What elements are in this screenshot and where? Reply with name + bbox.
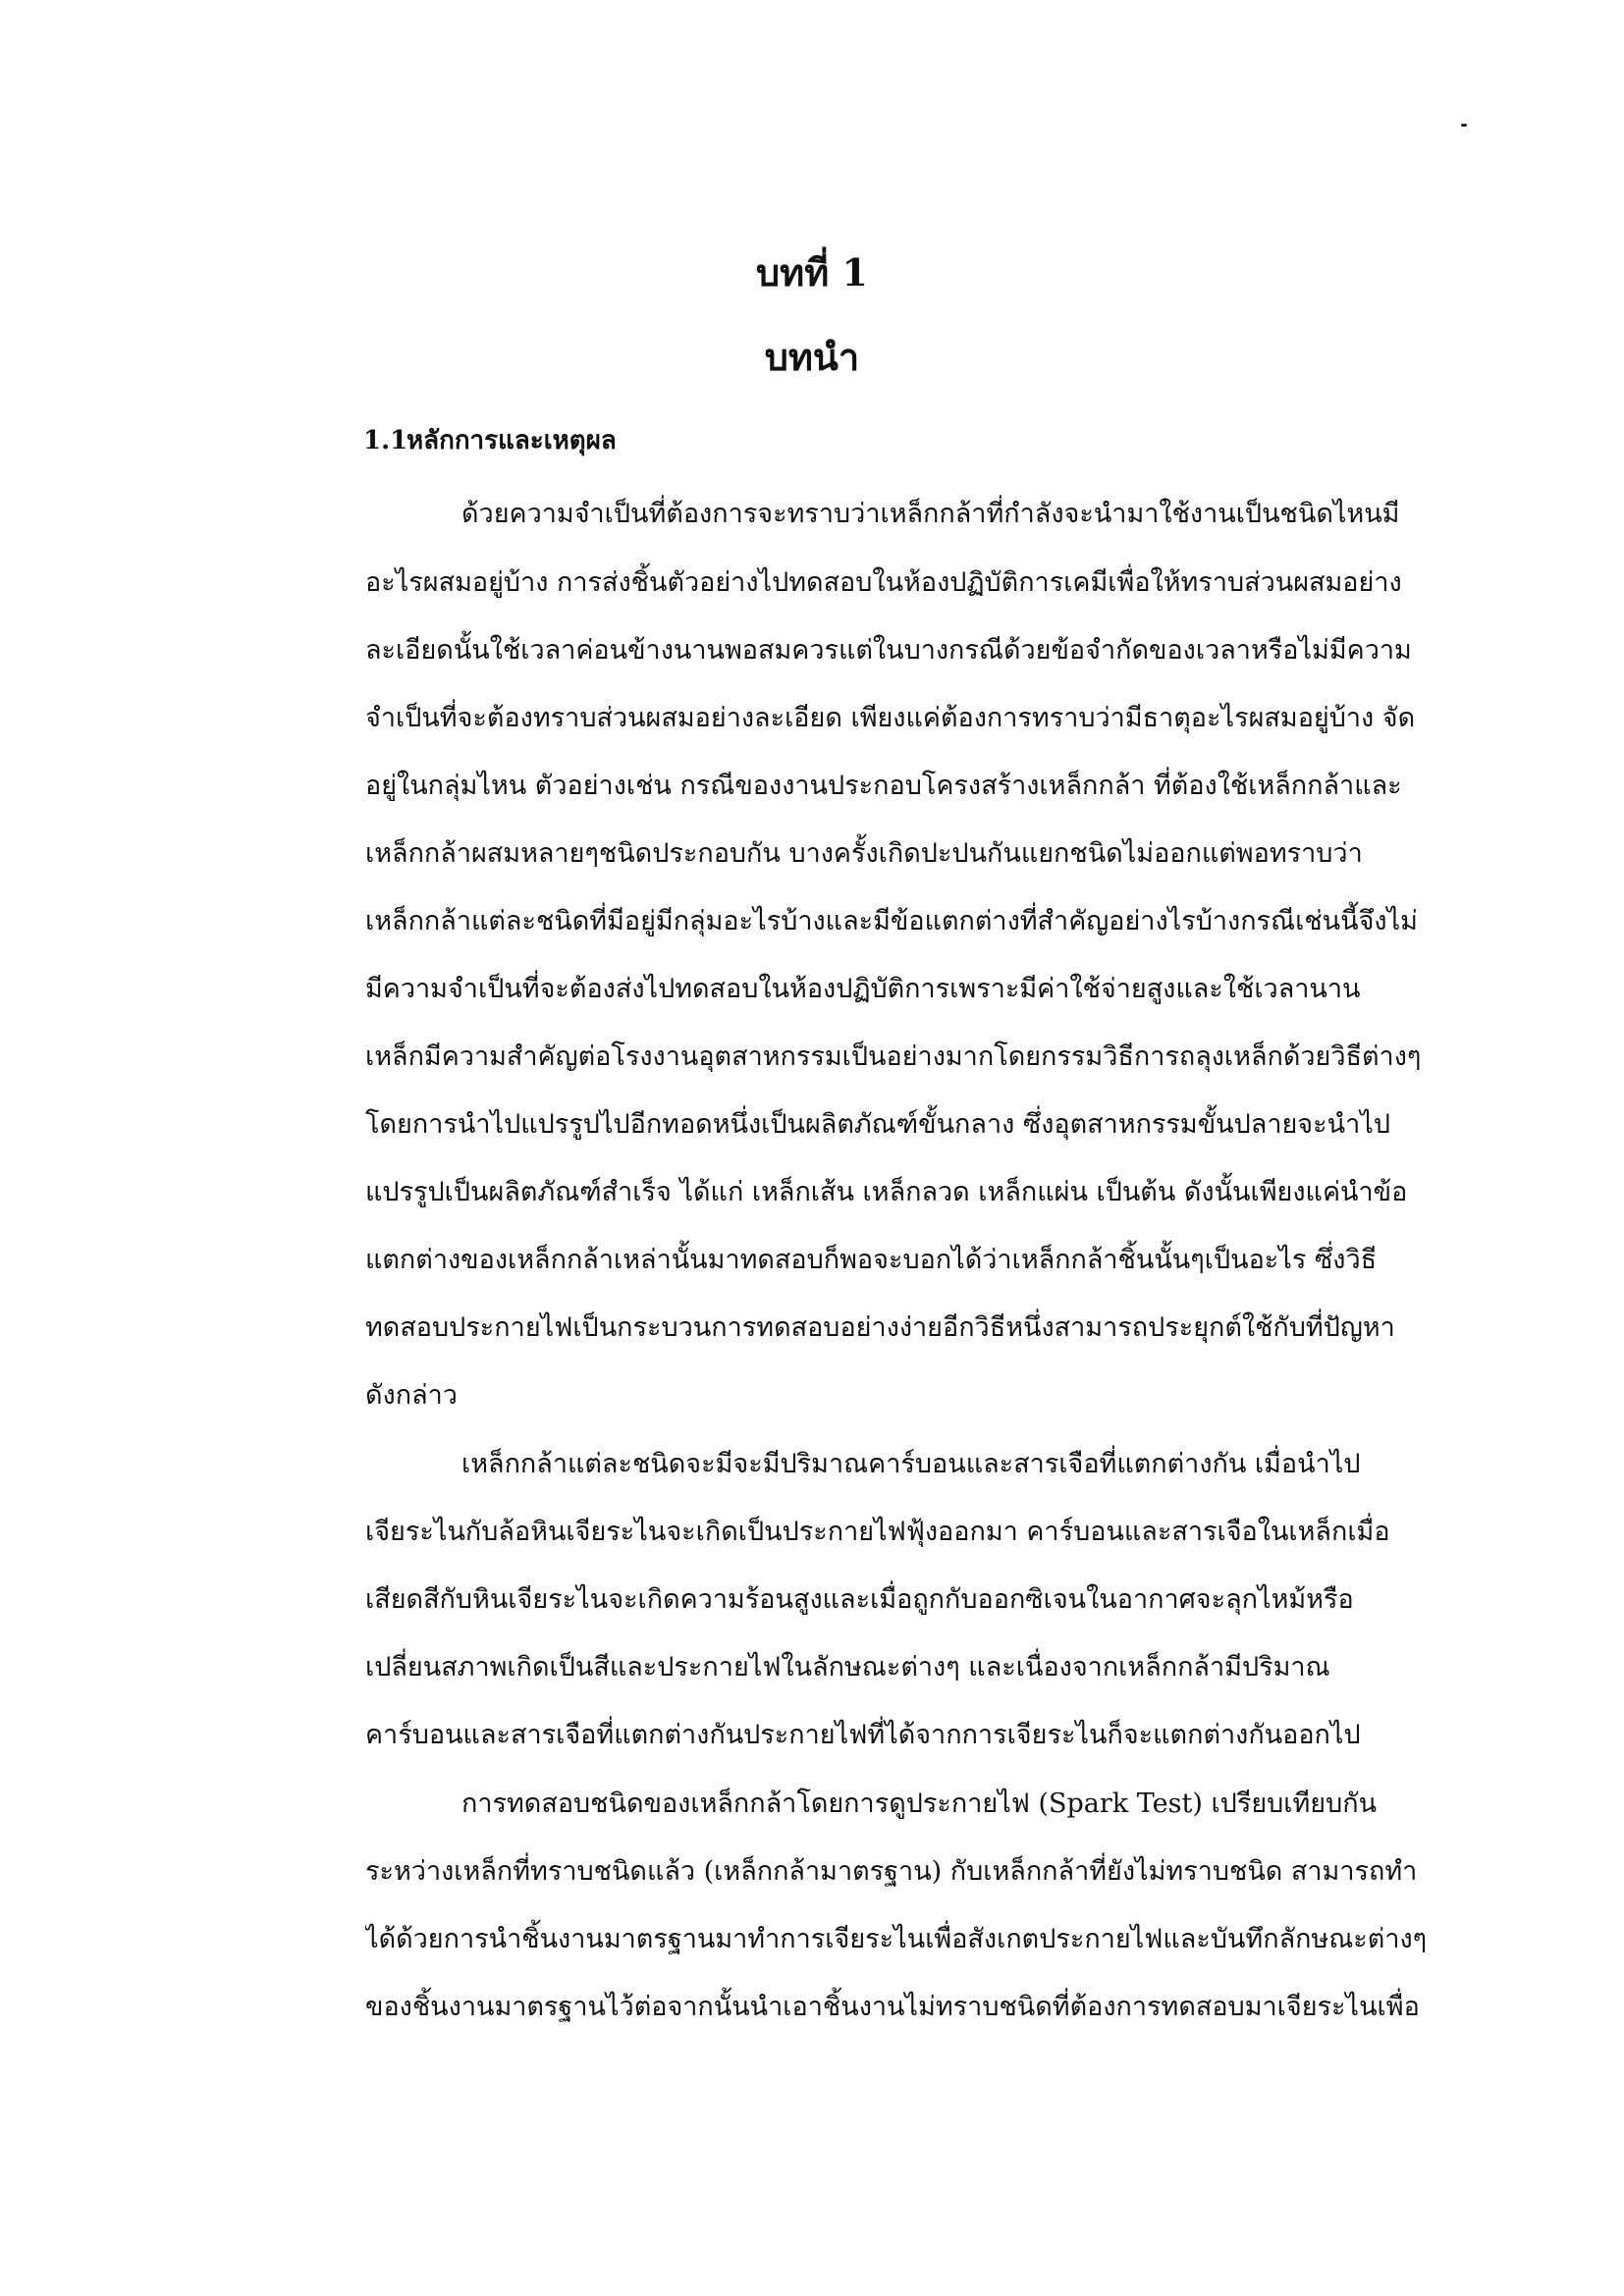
paragraph-line: มีความจำเป็นที่จะต้องส่งไปทดสอบในห้องปฏิบัติการเพราะมีค่าใช้จ่ายสูงและใช้เวลานาน xyxy=(365,974,1361,1004)
paragraph-line: ด้วยความจำเป็นที่ต้องการจะทราบว่าเหล็กกล้าที่กำลังจะนำมาใช้งานเป็นชนิดไหนมี xyxy=(461,499,1400,529)
paragraph-line: แปรรูปเป็นผลิตภัณฑ์สำเร็จ ได้แก่ เหล็กเส้น เหล็กลวด เหล็กแผ่น เป็นต้น ดังนั้นเพียงแค่นำข้อ xyxy=(365,1177,1408,1207)
paragraph-line: ระหว่างเหล็กที่ทราบชนิดแล้ว (เหล็กกล้ามาตรฐาน) กับเหล็กกล้าที่ยังไม่ทราบชนิด สามารถทำ xyxy=(365,1856,1418,1887)
paragraph-line: คาร์บอนและสารเจือที่แตกต่างกันประกายไฟที่ได้จากการเจียระไนก็จะแตกต่างกันออกไป xyxy=(365,1720,1361,1750)
section-number: 1.1 xyxy=(363,426,408,455)
paragraph-line: ดังกล่าว xyxy=(365,1380,458,1411)
paragraph-line: เหล็กมีความสำคัญต่อโรงงานอุตสาหกรรมเป็นอย่างมากโดยกรรมวิธีการถลุงเหล็กด้วยวิธีต่างๆ xyxy=(365,1041,1422,1072)
paragraph-line: ทดสอบประกายไฟเป็นกระบวนการทดสอบอย่างง่ายอีกวิธีหนึ่งสามารถประยุกต์ใช้กับที่ปัญหา xyxy=(365,1312,1395,1343)
paragraph-line: เสียดสีกับหินเจียระไนจะเกิดความร้อนสูงและเมื่อถูกกับออกซิเจนในอากาศจะลุกไหม้หรือ xyxy=(365,1584,1354,1615)
paragraph-line: โดยการนำไปแปรรูปไปอีกทอดหนึ่งเป็นผลิตภัณฑ์ขั้นกลาง ซึ่งอุตสาหกรรมขั้นปลายจะนำไป xyxy=(365,1109,1390,1140)
paragraph-line: เหล็กกล้าผสมหลายๆชนิดประกอบกัน บางครั้งเกิดปะปนกันแยกชนิดไม่ออกแต่พอทราบว่า xyxy=(365,838,1363,869)
chapter-title: บทนำ xyxy=(764,335,860,379)
paragraph-line: จำเป็นที่จะต้องทราบส่วนผสมอย่างละเอียด เพียงแค่ต้องการทราบว่ามีธาตุอะไรผสมอยู่บ้าง จัด xyxy=(365,703,1416,733)
paragraph-line: เหล็กกล้าแต่ละชนิดจะมีจะมีปริมาณคาร์บอนและสารเจือที่แตกต่างกัน เมื่อนำไป xyxy=(461,1449,1361,1479)
paragraph-line: ละเอียดนั้นใช้เวลาค่อนข้างนานพอสมควรแต่ในบางกรณีด้วยข้อจำกัดของเวลาหรือไม่มีความ xyxy=(365,635,1412,666)
paragraph-line: การทดสอบชนิดของเหล็กกล้าโดยการดูประกายไฟ (Spark Test) เปรียบเทียบกัน xyxy=(461,1789,1378,1819)
paragraph-line: แตกต่างของเหล็กกล้าเหล่านั้นมาทดสอบก็พอจะบอกได้ว่าเหล็กกล้าชิ้นนั้นๆเป็นอะไร ซึ่งวิธี xyxy=(365,1245,1378,1275)
chapter-number: บทที่ 1 xyxy=(756,250,868,294)
paragraph-line: ของชิ้นงานมาตรฐานไว้ต่อจากนั้นนำเอาชิ้นงานไม่ทราบชนิดที่ต้องการทดสอบมาเจียระไนเพื่อ xyxy=(365,1992,1420,2022)
paragraph-line: เจียระไนกับล้อหินเจียระไนจะเกิดเป็นประกายไฟฟุ้งออกมา คาร์บอนและสารเจือในเหล็กเมื่อ xyxy=(365,1517,1390,1547)
paragraph-line: อยู่ในกลุ่มไหน ตัวอย่างเช่น กรณีของงานประกอบโครงสร้างเหล็กกล้า ที่ต้องใช้เหล็กกล้าและ xyxy=(365,771,1402,801)
paragraph-line: อะไรผสมอยู่บ้าง การส่งชิ้นตัวอย่างไปทดสอบในห้องปฏิบัติการเคมีเพื่อให้ทราบส่วนผสมอย่าง xyxy=(365,567,1402,598)
paragraph-line: เหล็กกล้าแต่ละชนิดที่มีอยู่มีกลุ่มอะไรบ้างและมีข้อแตกต่างที่สำคัญอย่างไรบ้างกรณีเช่นนี้จึงไม่ xyxy=(365,906,1418,936)
section-heading xyxy=(363,416,617,465)
paragraph-line: เปลี่ยนสภาพเกิดเป็นสีและประกายไฟในลักษณะต่างๆ และเนื่องจากเหล็กกล้ามีปริมาณ xyxy=(365,1652,1330,1682)
corner-mark xyxy=(1461,124,1467,127)
section-title: หลักการและเหตุผล xyxy=(406,426,617,455)
paragraph-line: ได้ด้วยการนำชิ้นงานมาตรฐานมาทำการเจียระไนเพื่อสังเกตประกายไฟและบันทึกลักษณะต่างๆ xyxy=(365,1924,1428,1954)
